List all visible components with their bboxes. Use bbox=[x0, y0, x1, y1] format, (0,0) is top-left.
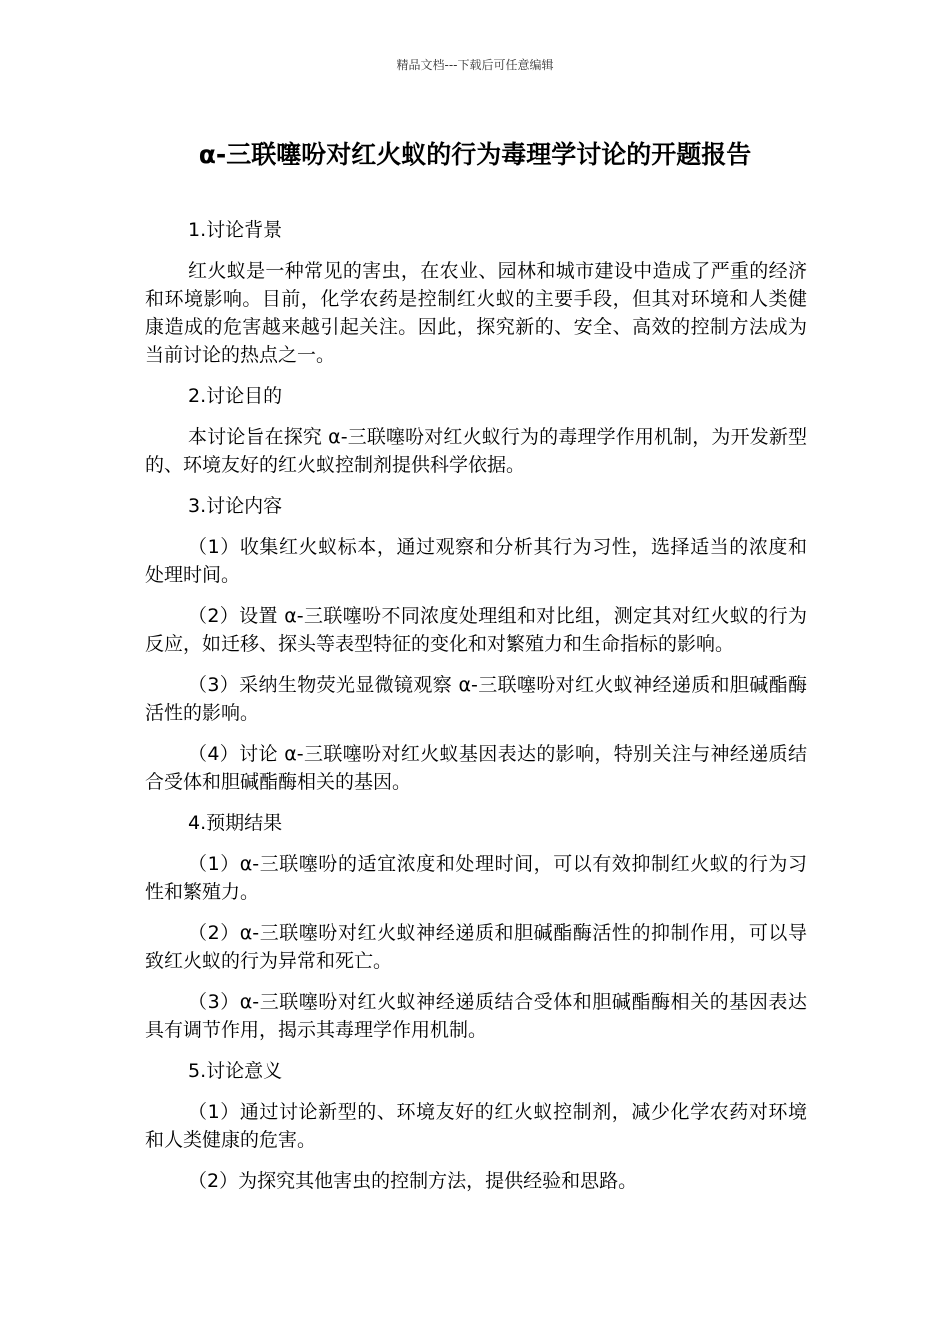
list-item: （2）α-三联噻吩对红火蚁神经递质和胆碱酯酶活性的抑制作用，可以导致红火蚁的行为异常和死亡。 bbox=[145, 922, 807, 972]
page-header-note: 精品文档---下载后可任意编辑 bbox=[396, 58, 554, 72]
section-paragraph: 红火蚁是一种常见的害虫，在农业、园林和城市建设中造成了严重的经济和环境影响。目前，化学农药是控制红火蚁的主要手段，但其对环境和人类健康造成的危害越来越引起关注。因此，探究新的、安全、高效的控制方法成为当前讨论的热点之一。 bbox=[145, 260, 807, 366]
list-item: （2）设置 α-三联噻吩不同浓度处理组和对比组，测定其对红火蚁的行为反应，如迁移、探头等表型特征的变化和对繁殖力和生命指标的影响。 bbox=[145, 605, 807, 655]
list-item: （1）α-三联噻吩的适宜浓度和处理时间，可以有效抑制红火蚁的行为习性和繁殖力。 bbox=[145, 853, 807, 903]
section-heading-purpose: 2.讨论目的 bbox=[188, 385, 283, 407]
list-item: （1）通过讨论新型的、环境友好的红火蚁控制剂，减少化学农药对环境和人类健康的危害。 bbox=[145, 1101, 807, 1151]
section-heading-significance: 5.讨论意义 bbox=[188, 1060, 283, 1082]
list-item: （3）α-三联噻吩对红火蚁神经递质结合受体和胆碱酯酶相关的基因表达具有调节作用，揭示其毒理学作用机制。 bbox=[145, 991, 807, 1041]
section-heading-content: 3.讨论内容 bbox=[188, 495, 283, 517]
document-body bbox=[145, 216, 807, 1208]
document-title: α-三联噻吩对红火蚁的行为毒理学讨论的开题报告 bbox=[198, 140, 752, 169]
section-heading-background: 1.讨论背景 bbox=[188, 219, 283, 241]
list-item: （1）收集红火蚁标本，通过观察和分析其行为习性，选择适当的浓度和处理时间。 bbox=[145, 536, 807, 586]
section-paragraph: 本讨论旨在探究 α-三联噻吩对红火蚁行为的毒理学作用机制，为开发新型的、环境友好的红火蚁控制剂提供科学依据。 bbox=[145, 426, 807, 476]
list-item: （3）采纳生物荧光显微镜观察 α-三联噻吩对红火蚁神经递质和胆碱酯酶活性的影响。 bbox=[145, 674, 807, 724]
section-heading-expected-results: 4.预期结果 bbox=[188, 812, 283, 834]
list-item: （4）讨论 α-三联噻吩对红火蚁基因表达的影响，特别关注与神经递质结合受体和胆碱酯酶相关的基因。 bbox=[145, 743, 807, 793]
list-item: （2）为探究其他害虫的控制方法，提供经验和思路。 bbox=[188, 1170, 638, 1192]
